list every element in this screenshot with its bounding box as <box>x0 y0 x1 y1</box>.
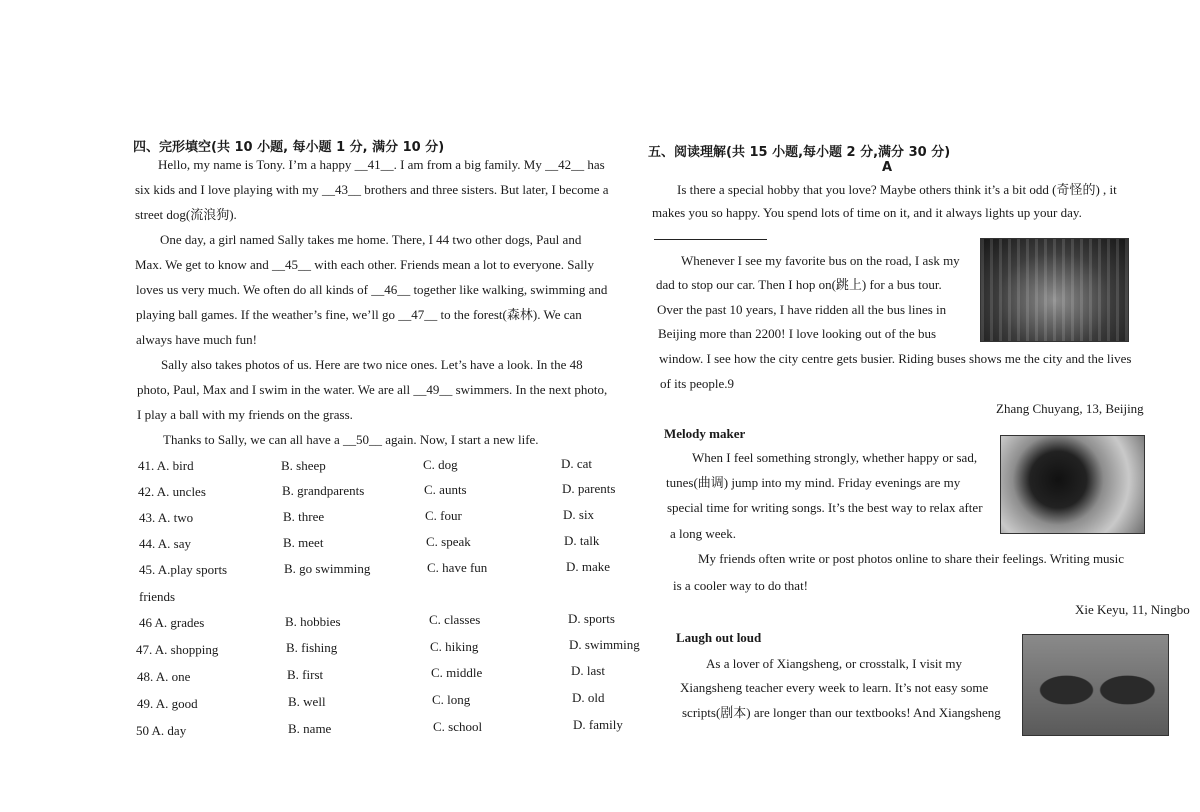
option-50-c: C. school <box>433 719 483 734</box>
laugh-line-3: scripts(剧本) are longer than our textbooks! And Xiangsheng <box>682 705 1001 720</box>
option-46-a: 46 A. grades <box>139 615 205 630</box>
option-44-c: C. speak <box>426 534 471 549</box>
option-46-d: D. sports <box>568 611 615 626</box>
option-49-c: C. long <box>432 692 471 707</box>
option-43-c: C. four <box>425 508 462 523</box>
option-49-d: D. old <box>572 690 605 705</box>
option-45-b: B. go swimming <box>284 561 371 576</box>
cloze-line-7: playing ball games. If the weather’s fine, we’ll go __47__ to the forest(森林). We can <box>136 307 582 322</box>
option-41-b: B. sheep <box>281 458 326 473</box>
intro-line-1: Is there a special hobby that you love? Maybe others think it’s a bit odd (奇怪的) , it <box>677 182 1117 197</box>
bus-photo <box>980 238 1129 342</box>
option-49-b: B. well <box>288 694 326 709</box>
cloze-section-title: 四、完形填空(共 10 小题, 每小题 1 分, 满分 10 分) <box>133 140 445 155</box>
option-42-a: 42. A. uncles <box>138 484 206 499</box>
option-47-a: 47. A. shopping <box>136 642 219 657</box>
option-44-a: 44. A. say <box>139 536 191 551</box>
melody-line-2: tunes(曲调) jump into my mind. Friday evenings are my <box>666 475 961 490</box>
option-48-d: D. last <box>571 663 605 678</box>
option-43-a: 43. A. two <box>139 510 194 525</box>
bus-line-1: Whenever I see my favorite bus on the road, I ask my <box>681 253 960 268</box>
passage-label: A <box>882 160 893 175</box>
bus-line-4: Beijing more than 2200! I love looking out of the bus <box>658 326 937 341</box>
cloze-line-2: six kids and I love playing with my __43__ brothers and three sisters. But later, I become a <box>135 182 609 197</box>
option-43-d: D. six <box>563 507 595 522</box>
melody-line-1: When I feel something strongly, whether happy or sad, <box>692 450 978 465</box>
cloze-line-1: Hello, my name is Tony. I’m a happy __41__. I am from a big family. My __42__ has <box>158 157 605 172</box>
option-45-a: 45. A.play sports <box>139 562 228 577</box>
option-50-b: B. name <box>288 721 332 736</box>
option-43-b: B. three <box>283 509 325 524</box>
option-48-b: B. first <box>287 667 324 682</box>
bus-line-6: of its people.9 <box>660 376 735 391</box>
bus-line-5: window. I see how the city centre gets busier. Riding buses shows me the city and the lives <box>659 351 1132 366</box>
option-45-d: D. make <box>566 559 611 574</box>
option-42-d: D. parents <box>562 481 616 496</box>
option-46-b: B. hobbies <box>285 614 341 629</box>
intro-line-2: makes you so happy. You spend lots of time on it, and it always lights up your day. <box>652 205 1082 220</box>
option-50-d: D. family <box>573 717 623 732</box>
option-42-c: C. aunts <box>424 482 467 497</box>
cloze-line-9: Sally also takes photos of us. Here are two nice ones. Let’s have a look. In the 48 <box>161 357 583 372</box>
cloze-line-4: One day, a girl named Sally takes me home. There, I 44 two other dogs, Paul and <box>160 232 582 247</box>
blank-heading-line <box>654 239 767 240</box>
cloze-line-12: Thanks to Sally, we can all have a __50__ again. Now, I start a new life. <box>163 432 539 447</box>
bus-author: Zhang Chuyang, 13, Beijing <box>996 401 1144 416</box>
option-48-c: C. middle <box>431 665 483 680</box>
option-47-d: D. swimming <box>569 637 640 652</box>
bus-line-2: dad to stop our car. Then I hop on(跳上) for a bus tour. <box>656 277 942 292</box>
option-45-wrap: friends <box>139 589 176 604</box>
melody-line-3: special time for writing songs. It’s the best way to relax after <box>667 500 983 515</box>
laugh-line-2: Xiangsheng teacher every week to learn. It’s not easy some <box>680 680 989 695</box>
laugh-line-1: As a lover of Xiangsheng, or crosstalk, I visit my <box>706 656 962 671</box>
option-49-a: 49. A. good <box>137 696 198 711</box>
bus-line-3: Over the past 10 years, I have ridden all the bus lines in <box>657 302 947 317</box>
melody-photo <box>1000 435 1145 534</box>
reading-section-title: 五、阅读理解(共 15 小题,每小题 2 分,满分 30 分) <box>648 145 951 160</box>
melody-line-5: My friends often write or post photos online to share their feelings. Writing music <box>698 551 1124 566</box>
option-44-d: D. talk <box>564 533 600 548</box>
cloze-line-5: Max. We get to know and __45__ with each other. Friends mean a lot to everyone. Sally <box>135 257 595 272</box>
option-50-a: 50 A. day <box>136 723 187 738</box>
option-44-b: B. meet <box>283 535 324 550</box>
melody-line-4: a long week. <box>670 526 737 541</box>
cloze-line-10: photo, Paul, Max and I swim in the water. We are all __49__ swimmers. In the next photo, <box>137 382 608 397</box>
melody-line-6: is a cooler way to do that! <box>673 578 809 593</box>
option-47-b: B. fishing <box>286 640 338 655</box>
cloze-line-11: I play a ball with my friends on the grass. <box>137 407 353 422</box>
option-41-a: 41. A. bird <box>138 458 194 473</box>
melody-heading: Melody maker <box>664 426 746 441</box>
option-48-a: 48. A. one <box>137 669 191 684</box>
option-45-c: C. have fun <box>427 560 488 575</box>
cloze-line-3: street dog(流浪狗). <box>135 207 237 222</box>
melody-author: Xie Keyu, 11, Ningbo <box>1075 602 1190 617</box>
option-46-c: C. classes <box>429 612 481 627</box>
option-47-c: C. hiking <box>430 639 479 654</box>
cloze-line-8: always have much fun! <box>136 332 257 347</box>
cloze-line-6: loves us very much. We often do all kinds of __46__ together like walking, swimming and <box>136 282 608 297</box>
laugh-photo <box>1022 634 1169 736</box>
option-42-b: B. grandparents <box>282 483 365 498</box>
option-41-d: D. cat <box>561 456 593 471</box>
laugh-heading: Laugh out loud <box>676 630 762 645</box>
option-41-c: C. dog <box>423 457 458 472</box>
